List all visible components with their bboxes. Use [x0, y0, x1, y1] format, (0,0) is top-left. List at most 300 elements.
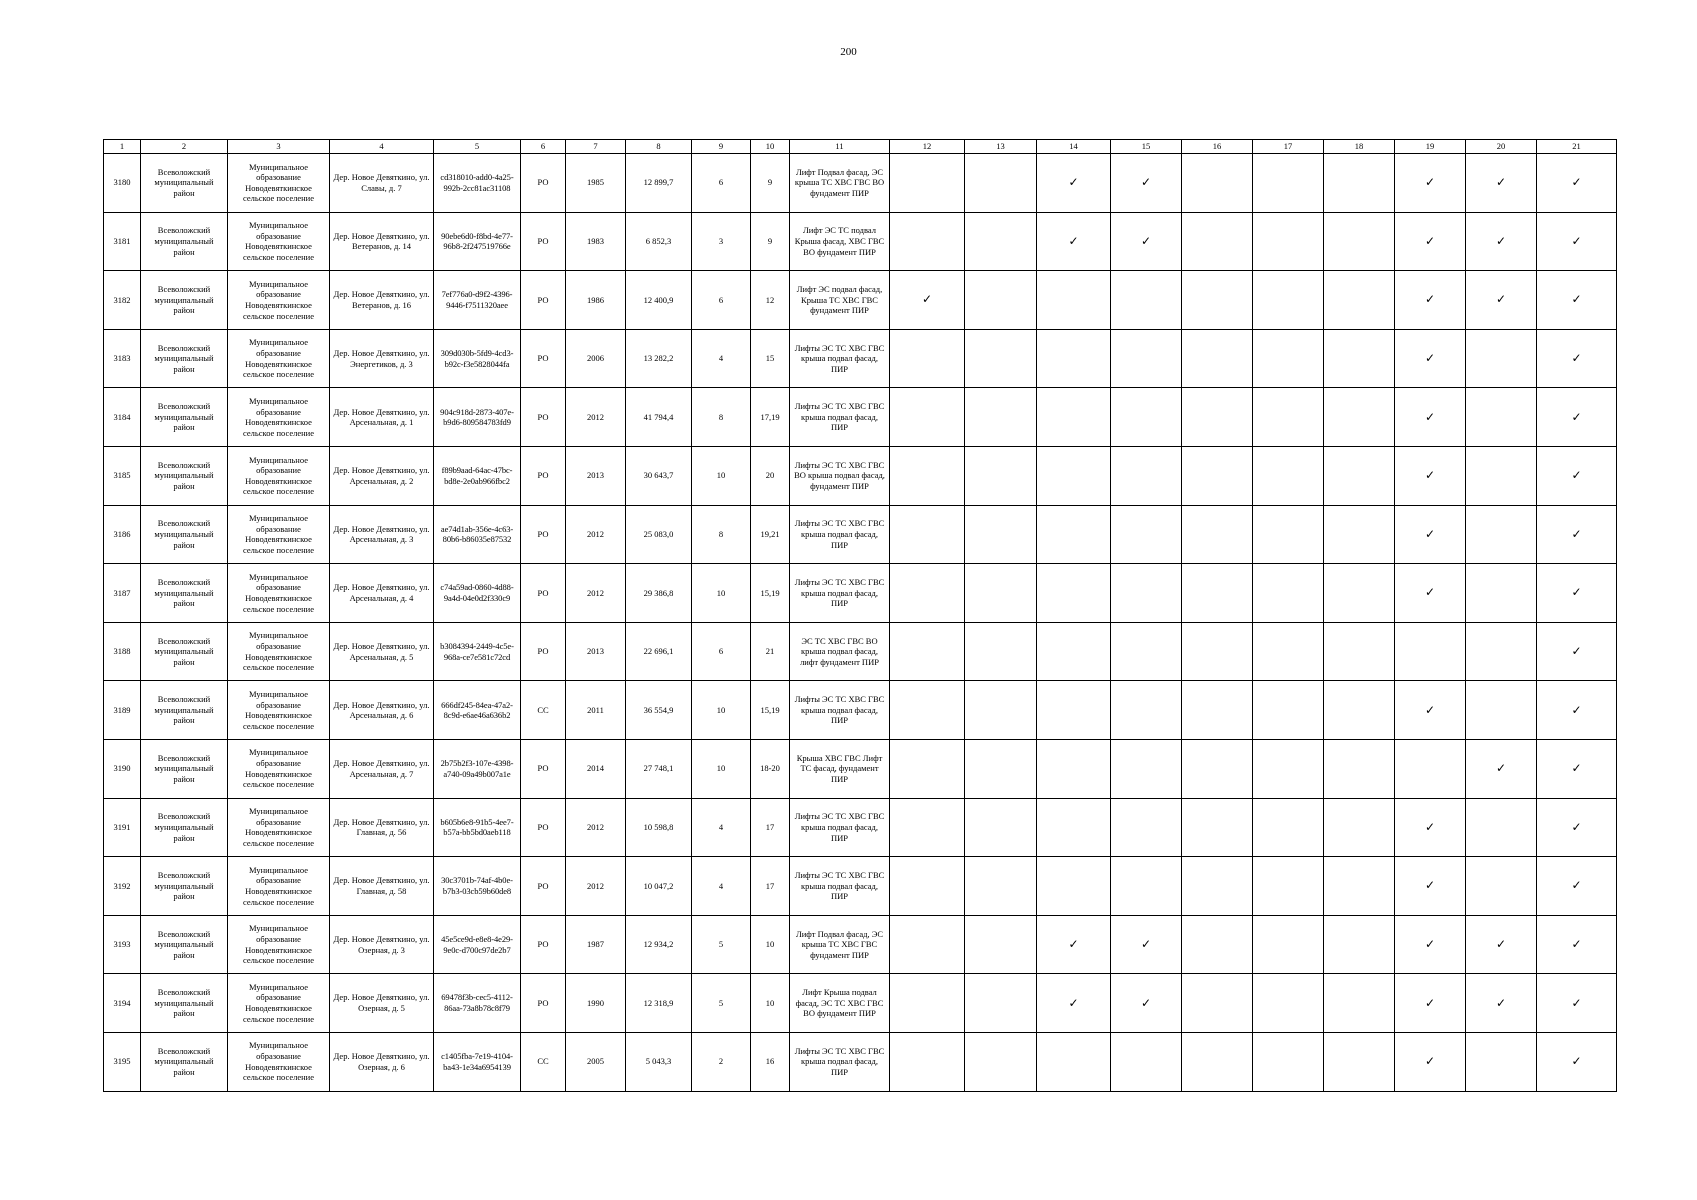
check-cell-col-19: [1395, 681, 1466, 740]
column-header-8: 8: [626, 140, 692, 154]
check-mark-icon: ✓: [1424, 292, 1436, 307]
ownership-type-cell: РО: [521, 388, 566, 447]
check-cell-col-17: [1253, 446, 1324, 505]
build-year-cell: 2013: [566, 622, 626, 681]
entrances-cell: 10: [692, 446, 751, 505]
table-row: [104, 857, 1617, 916]
district-cell: Всеволожский муниципальный район: [141, 857, 228, 916]
column-header-2: 2: [141, 140, 228, 154]
floors-cell: 15,19: [751, 564, 790, 623]
municipality-cell: Муниципальное образование Новодевяткинское сельское поселение: [228, 212, 330, 271]
check-mark-icon: ✓: [1068, 233, 1079, 248]
check-cell-col-15: [1111, 915, 1182, 974]
row-number-cell: 3183: [104, 329, 141, 388]
check-cell-col-13: [965, 739, 1037, 798]
check-mark-icon: ✓: [1424, 819, 1436, 834]
build-year-cell: 2005: [566, 1032, 626, 1091]
entrances-cell: 2: [692, 1032, 751, 1091]
check-cell-col-13: [965, 974, 1037, 1033]
ownership-type-cell: РО: [521, 271, 566, 330]
works-list-cell: Крыша ХВС ГВС Лифт ТС фасад, фундамент ПИР: [790, 739, 890, 798]
row-number-cell: 3188: [104, 622, 141, 681]
column-header-10: 10: [751, 140, 790, 154]
address-cell: Дер. Новое Девяткино, ул. Арсенальная, д. 6: [330, 681, 434, 740]
check-cell-col-16: [1182, 271, 1253, 330]
check-cell-col-21: [1537, 271, 1617, 330]
works-list-cell: ЭС ТС ХВС ГВС ВО крыша подвал фасад, лифт фундамент ПИР: [790, 622, 890, 681]
check-mark-icon: ✓: [1571, 233, 1582, 248]
check-mark-icon: ✓: [1571, 878, 1582, 893]
works-list-cell: Лифт Подвал фасад, ЭС крыша ТС ХВС ГВС фундамент ПИР: [790, 915, 890, 974]
check-cell-col-20: [1466, 564, 1537, 623]
check-cell-col-16: [1182, 154, 1253, 213]
floors-cell: 15,19: [751, 681, 790, 740]
address-cell: Дер. Новое Девяткино, ул. Озерная, д. 6: [330, 1032, 434, 1091]
check-cell-col-13: [965, 622, 1037, 681]
check-mark-icon: ✓: [1495, 233, 1507, 248]
row-number-cell: 3181: [104, 212, 141, 271]
guid-cell: f89b9aad-64ac-47bc-bd8e-2e0ab966fbc2: [434, 446, 521, 505]
check-cell-col-13: [965, 446, 1037, 505]
district-cell: Всеволожский муниципальный район: [141, 681, 228, 740]
check-cell-col-14: [1037, 681, 1111, 740]
area-cell: 41 794,4: [626, 388, 692, 447]
row-number-cell: 3193: [104, 915, 141, 974]
district-cell: Всеволожский муниципальный район: [141, 622, 228, 681]
table-row: [104, 798, 1617, 857]
check-cell-col-13: [965, 154, 1037, 213]
check-cell-col-17: [1253, 1032, 1324, 1091]
check-mark-icon: ✓: [1571, 819, 1582, 834]
check-cell-col-15: [1111, 329, 1182, 388]
check-cell-col-18: [1324, 388, 1395, 447]
check-cell-col-15: [1111, 974, 1182, 1033]
check-mark-icon: ✓: [1424, 351, 1436, 366]
guid-cell: 2b75b2f3-107e-4398-a740-09a49b007a1e: [434, 739, 521, 798]
check-cell-col-21: [1537, 974, 1617, 1033]
housing-registry-table: [103, 139, 1617, 1092]
check-mark-icon: ✓: [1140, 995, 1152, 1010]
check-cell-col-19: [1395, 329, 1466, 388]
check-cell-col-14: [1037, 739, 1111, 798]
check-cell-col-20: [1466, 974, 1537, 1033]
municipality-cell: Муниципальное образование Новодевяткинское сельское поселение: [228, 564, 330, 623]
check-cell-col-20: [1466, 857, 1537, 916]
check-cell-col-14: [1037, 271, 1111, 330]
guid-cell: c74a59ad-0860-4d88-9a4d-04e0d2f330c9: [434, 564, 521, 623]
area-cell: 27 748,1: [626, 739, 692, 798]
check-cell-col-18: [1324, 915, 1395, 974]
check-mark-icon: ✓: [1571, 702, 1582, 717]
floors-cell: 16: [751, 1032, 790, 1091]
check-cell-col-16: [1182, 329, 1253, 388]
build-year-cell: 2012: [566, 388, 626, 447]
column-header-13: 13: [965, 140, 1037, 154]
check-cell-col-16: [1182, 622, 1253, 681]
check-mark-icon: ✓: [1424, 995, 1436, 1010]
check-cell-col-17: [1253, 505, 1324, 564]
check-cell-col-16: [1182, 505, 1253, 564]
check-cell-col-16: [1182, 681, 1253, 740]
check-cell-col-12: [890, 212, 965, 271]
row-number-cell: 3182: [104, 271, 141, 330]
column-header-5: 5: [434, 140, 521, 154]
address-cell: Дер. Новое Девяткино, ул. Арсенальная, д. 1: [330, 388, 434, 447]
district-cell: Всеволожский муниципальный район: [141, 388, 228, 447]
entrances-cell: 6: [692, 271, 751, 330]
guid-cell: 45e5ce9d-e8e8-4e29-9e0c-d700c97de2b7: [434, 915, 521, 974]
check-cell-col-20: [1466, 212, 1537, 271]
entrances-cell: 5: [692, 974, 751, 1033]
check-cell-col-17: [1253, 739, 1324, 798]
guid-cell: c1405fba-7e19-4104-ba43-1e34a6954139: [434, 1032, 521, 1091]
entrances-cell: 6: [692, 154, 751, 213]
row-number-cell: 3185: [104, 446, 141, 505]
check-cell-col-21: [1537, 622, 1617, 681]
column-header-19: 19: [1395, 140, 1466, 154]
floors-cell: 9: [751, 212, 790, 271]
floors-cell: 10: [751, 915, 790, 974]
table-row: [104, 622, 1617, 681]
build-year-cell: 1985: [566, 154, 626, 213]
row-number-cell: 3195: [104, 1032, 141, 1091]
municipality-cell: Муниципальное образование Новодевяткинское сельское поселение: [228, 388, 330, 447]
build-year-cell: 1986: [566, 271, 626, 330]
check-cell-col-12: [890, 915, 965, 974]
check-cell-col-18: [1324, 739, 1395, 798]
check-mark-icon: ✓: [1140, 937, 1152, 952]
address-cell: Дер. Новое Девяткино, ул. Ветеранов, д. 16: [330, 271, 434, 330]
ownership-type-cell: РО: [521, 329, 566, 388]
ownership-type-cell: СС: [521, 681, 566, 740]
floors-cell: 17: [751, 857, 790, 916]
municipality-cell: Муниципальное образование Новодевяткинское сельское поселение: [228, 622, 330, 681]
check-cell-col-17: [1253, 974, 1324, 1033]
check-mark-icon: ✓: [1424, 233, 1436, 248]
check-cell-col-16: [1182, 857, 1253, 916]
district-cell: Всеволожский муниципальный район: [141, 271, 228, 330]
district-cell: Всеволожский муниципальный район: [141, 329, 228, 388]
check-cell-col-14: [1037, 212, 1111, 271]
check-cell-col-19: [1395, 1032, 1466, 1091]
works-list-cell: Лифты ЭС ТС ХВС ГВС крыша подвал фасад, ПИР: [790, 798, 890, 857]
check-cell-col-18: [1324, 446, 1395, 505]
works-list-cell: Лифты ЭС ТС ХВС ГВС ВО крыша подвал фасад, фундамент ПИР: [790, 446, 890, 505]
check-cell-col-15: [1111, 505, 1182, 564]
district-cell: Всеволожский муниципальный район: [141, 739, 228, 798]
row-number-cell: 3194: [104, 974, 141, 1033]
check-cell-col-17: [1253, 212, 1324, 271]
municipality-cell: Муниципальное образование Новодевяткинское сельское поселение: [228, 974, 330, 1033]
row-number-cell: 3180: [104, 154, 141, 213]
table-body: [104, 154, 1617, 1092]
table-row: [104, 446, 1617, 505]
check-cell-col-20: [1466, 329, 1537, 388]
municipality-cell: Муниципальное образование Новодевяткинское сельское поселение: [228, 1032, 330, 1091]
works-list-cell: Лифт ЭС ТС подвал Крыша фасад, ХВС ГВС ВО фундамент ПИР: [790, 212, 890, 271]
check-cell-col-18: [1324, 564, 1395, 623]
municipality-cell: Муниципальное образование Новодевяткинское сельское поселение: [228, 505, 330, 564]
entrances-cell: 8: [692, 505, 751, 564]
check-cell-col-13: [965, 212, 1037, 271]
check-mark-icon: ✓: [1571, 409, 1582, 424]
check-cell-col-20: [1466, 446, 1537, 505]
check-mark-icon: ✓: [1424, 1054, 1436, 1069]
ownership-type-cell: РО: [521, 446, 566, 505]
check-cell-col-13: [965, 857, 1037, 916]
floors-cell: 9: [751, 154, 790, 213]
check-mark-icon: ✓: [1571, 937, 1582, 952]
guid-cell: 69478f3b-cec5-4112-86aa-73a8b78c8f79: [434, 974, 521, 1033]
check-cell-col-21: [1537, 915, 1617, 974]
entrances-cell: 10: [692, 739, 751, 798]
check-mark-icon: ✓: [1571, 468, 1582, 483]
column-header-12: 12: [890, 140, 965, 154]
check-mark-icon: ✓: [1424, 175, 1436, 190]
check-cell-col-18: [1324, 681, 1395, 740]
check-cell-col-18: [1324, 622, 1395, 681]
check-cell-col-21: [1537, 739, 1617, 798]
check-cell-col-13: [965, 915, 1037, 974]
column-header-16: 16: [1182, 140, 1253, 154]
area-cell: 10 598,8: [626, 798, 692, 857]
check-cell-col-15: [1111, 271, 1182, 330]
entrances-cell: 10: [692, 681, 751, 740]
table-row: [104, 271, 1617, 330]
check-cell-col-17: [1253, 915, 1324, 974]
check-mark-icon: ✓: [1571, 644, 1582, 659]
check-cell-col-14: [1037, 622, 1111, 681]
municipality-cell: Муниципальное образование Новодевяткинское сельское поселение: [228, 446, 330, 505]
district-cell: Всеволожский муниципальный район: [141, 798, 228, 857]
district-cell: Всеволожский муниципальный район: [141, 212, 228, 271]
check-cell-col-18: [1324, 329, 1395, 388]
floors-cell: 18-20: [751, 739, 790, 798]
address-cell: Дер. Новое Девяткино, ул. Ветеранов, д. 14: [330, 212, 434, 271]
check-cell-col-12: [890, 154, 965, 213]
check-cell-col-12: [890, 622, 965, 681]
table-row: [104, 739, 1617, 798]
check-mark-icon: ✓: [1571, 175, 1582, 190]
check-cell-col-16: [1182, 915, 1253, 974]
municipality-cell: Муниципальное образование Новодевяткинское сельское поселение: [228, 739, 330, 798]
table-row: [104, 329, 1617, 388]
check-cell-col-19: [1395, 505, 1466, 564]
floors-cell: 12: [751, 271, 790, 330]
check-cell-col-21: [1537, 212, 1617, 271]
district-cell: Всеволожский муниципальный район: [141, 505, 228, 564]
check-cell-col-16: [1182, 1032, 1253, 1091]
check-cell-col-19: [1395, 388, 1466, 447]
check-cell-col-12: [890, 1032, 965, 1091]
ownership-type-cell: РО: [521, 505, 566, 564]
address-cell: Дер. Новое Девяткино, ул. Главная, д. 56: [330, 798, 434, 857]
check-cell-col-21: [1537, 1032, 1617, 1091]
column-header-18: 18: [1324, 140, 1395, 154]
entrances-cell: 10: [692, 564, 751, 623]
address-cell: Дер. Новое Девяткино, ул. Арсенальная, д. 5: [330, 622, 434, 681]
works-list-cell: Лифт ЭС подвал фасад, Крыша ТС ХВС ГВС фундамент ПИР: [790, 271, 890, 330]
check-cell-col-15: [1111, 1032, 1182, 1091]
guid-cell: ae74d1ab-356e-4c63-80b6-b86035e87532: [434, 505, 521, 564]
district-cell: Всеволожский муниципальный район: [141, 446, 228, 505]
entrances-cell: 3: [692, 212, 751, 271]
works-list-cell: Лифты ЭС ТС ХВС ГВС крыша подвал фасад, ПИР: [790, 1032, 890, 1091]
column-header-9: 9: [692, 140, 751, 154]
check-cell-col-21: [1537, 798, 1617, 857]
column-header-14: 14: [1037, 140, 1111, 154]
guid-cell: cd318010-add0-4a25-992b-2cc81ac31108: [434, 154, 521, 213]
row-number-cell: 3187: [104, 564, 141, 623]
check-cell-col-19: [1395, 154, 1466, 213]
check-cell-col-18: [1324, 212, 1395, 271]
address-cell: Дер. Новое Девяткино, ул. Озерная, д. 3: [330, 915, 434, 974]
check-mark-icon: ✓: [1140, 233, 1152, 248]
column-header-20: 20: [1466, 140, 1537, 154]
check-cell-col-20: [1466, 915, 1537, 974]
ownership-type-cell: РО: [521, 154, 566, 213]
guid-cell: 7ef776a0-d9f2-4396-9446-f7511320aee: [434, 271, 521, 330]
check-mark-icon: ✓: [1424, 878, 1436, 893]
check-cell-col-21: [1537, 681, 1617, 740]
column-header-21: 21: [1537, 140, 1617, 154]
check-cell-col-19: [1395, 446, 1466, 505]
check-mark-icon: ✓: [1068, 995, 1079, 1010]
check-cell-col-21: [1537, 446, 1617, 505]
table-row: [104, 154, 1617, 213]
floors-cell: 19,21: [751, 505, 790, 564]
check-mark-icon: ✓: [1495, 937, 1507, 952]
address-cell: Дер. Новое Девяткино, ул. Арсенальная, д. 7: [330, 739, 434, 798]
address-cell: Дер. Новое Девяткино, ул. Арсенальная, д. 4: [330, 564, 434, 623]
guid-cell: 30c3701b-74af-4b0e-b7b3-03cb59b60de8: [434, 857, 521, 916]
check-mark-icon: ✓: [1424, 702, 1436, 717]
check-cell-col-20: [1466, 622, 1537, 681]
works-list-cell: Лифты ЭС ТС ХВС ГВС крыша подвал фасад, ПИР: [790, 329, 890, 388]
check-cell-col-13: [965, 271, 1037, 330]
guid-cell: 90ebe6d0-f8bd-4e77-96b8-2f247519766e: [434, 212, 521, 271]
check-cell-col-14: [1037, 329, 1111, 388]
check-cell-col-16: [1182, 212, 1253, 271]
build-year-cell: 2012: [566, 798, 626, 857]
check-mark-icon: ✓: [1571, 351, 1582, 366]
check-mark-icon: ✓: [1424, 526, 1436, 541]
check-cell-col-15: [1111, 739, 1182, 798]
check-cell-col-17: [1253, 564, 1324, 623]
check-cell-col-13: [965, 1032, 1037, 1091]
check-cell-col-17: [1253, 388, 1324, 447]
area-cell: 29 386,8: [626, 564, 692, 623]
check-cell-col-14: [1037, 505, 1111, 564]
check-cell-col-19: [1395, 271, 1466, 330]
works-list-cell: Лифты ЭС ТС ХВС ГВС крыша подвал фасад, ПИР: [790, 505, 890, 564]
check-mark-icon: ✓: [1424, 937, 1436, 952]
ownership-type-cell: РО: [521, 622, 566, 681]
check-cell-col-21: [1537, 505, 1617, 564]
check-cell-col-20: [1466, 271, 1537, 330]
check-cell-col-14: [1037, 1032, 1111, 1091]
check-mark-icon: ✓: [1424, 468, 1436, 483]
check-cell-col-15: [1111, 154, 1182, 213]
floors-cell: 10: [751, 974, 790, 1033]
check-cell-col-14: [1037, 915, 1111, 974]
table-row: [104, 974, 1617, 1033]
area-cell: 25 083,0: [626, 505, 692, 564]
area-cell: 22 696,1: [626, 622, 692, 681]
municipality-cell: Муниципальное образование Новодевяткинское сельское поселение: [228, 154, 330, 213]
area-cell: 13 282,2: [626, 329, 692, 388]
check-cell-col-15: [1111, 681, 1182, 740]
check-cell-col-12: [890, 564, 965, 623]
check-cell-col-14: [1037, 388, 1111, 447]
check-cell-col-18: [1324, 271, 1395, 330]
district-cell: Всеволожский муниципальный район: [141, 154, 228, 213]
address-cell: Дер. Новое Девяткино, ул. Главная, д. 58: [330, 857, 434, 916]
row-number-cell: 3186: [104, 505, 141, 564]
entrances-cell: 4: [692, 329, 751, 388]
check-cell-col-21: [1537, 857, 1617, 916]
municipality-cell: Муниципальное образование Новодевяткинское сельское поселение: [228, 271, 330, 330]
check-cell-col-17: [1253, 154, 1324, 213]
area-cell: 30 643,7: [626, 446, 692, 505]
works-list-cell: Лифты ЭС ТС ХВС ГВС крыша подвал фасад, ПИР: [790, 681, 890, 740]
check-mark-icon: ✓: [1571, 761, 1582, 776]
check-mark-icon: ✓: [1571, 585, 1582, 600]
municipality-cell: Муниципальное образование Новодевяткинское сельское поселение: [228, 857, 330, 916]
check-mark-icon: ✓: [921, 292, 933, 307]
table-row: [104, 388, 1617, 447]
check-cell-col-12: [890, 681, 965, 740]
entrances-cell: 4: [692, 857, 751, 916]
address-cell: Дер. Новое Девяткино, ул. Арсенальная, д. 2: [330, 446, 434, 505]
check-cell-col-16: [1182, 388, 1253, 447]
check-cell-col-13: [965, 505, 1037, 564]
check-mark-icon: ✓: [1571, 1054, 1582, 1069]
ownership-type-cell: РО: [521, 564, 566, 623]
check-cell-col-13: [965, 564, 1037, 623]
floors-cell: 20: [751, 446, 790, 505]
check-cell-col-16: [1182, 739, 1253, 798]
check-mark-icon: ✓: [1424, 585, 1436, 600]
check-cell-col-18: [1324, 798, 1395, 857]
guid-cell: b605b6e8-91b5-4ee7-b57a-bb5bd0aeb118: [434, 798, 521, 857]
area-cell: 12 934,2: [626, 915, 692, 974]
check-cell-col-15: [1111, 564, 1182, 623]
check-cell-col-14: [1037, 446, 1111, 505]
check-cell-col-19: [1395, 798, 1466, 857]
check-cell-col-12: [890, 271, 965, 330]
check-cell-col-15: [1111, 622, 1182, 681]
check-cell-col-21: [1537, 564, 1617, 623]
works-list-cell: Лифт Подвал фасад, ЭС крыша ТС ХВС ГВС ВО фундамент ПИР: [790, 154, 890, 213]
ownership-type-cell: РО: [521, 739, 566, 798]
check-cell-col-18: [1324, 505, 1395, 564]
check-cell-col-20: [1466, 388, 1537, 447]
check-cell-col-20: [1466, 154, 1537, 213]
works-list-cell: Лифты ЭС ТС ХВС ГВС крыша подвал фасад, ПИР: [790, 857, 890, 916]
floors-cell: 17,19: [751, 388, 790, 447]
check-mark-icon: ✓: [1495, 292, 1507, 307]
area-cell: 10 047,2: [626, 857, 692, 916]
check-cell-col-14: [1037, 857, 1111, 916]
check-mark-icon: ✓: [1495, 995, 1507, 1010]
check-mark-icon: ✓: [1068, 175, 1079, 190]
build-year-cell: 1990: [566, 974, 626, 1033]
check-cell-col-19: [1395, 739, 1466, 798]
area-cell: 12 899,7: [626, 154, 692, 213]
check-cell-col-20: [1466, 798, 1537, 857]
check-cell-col-19: [1395, 915, 1466, 974]
